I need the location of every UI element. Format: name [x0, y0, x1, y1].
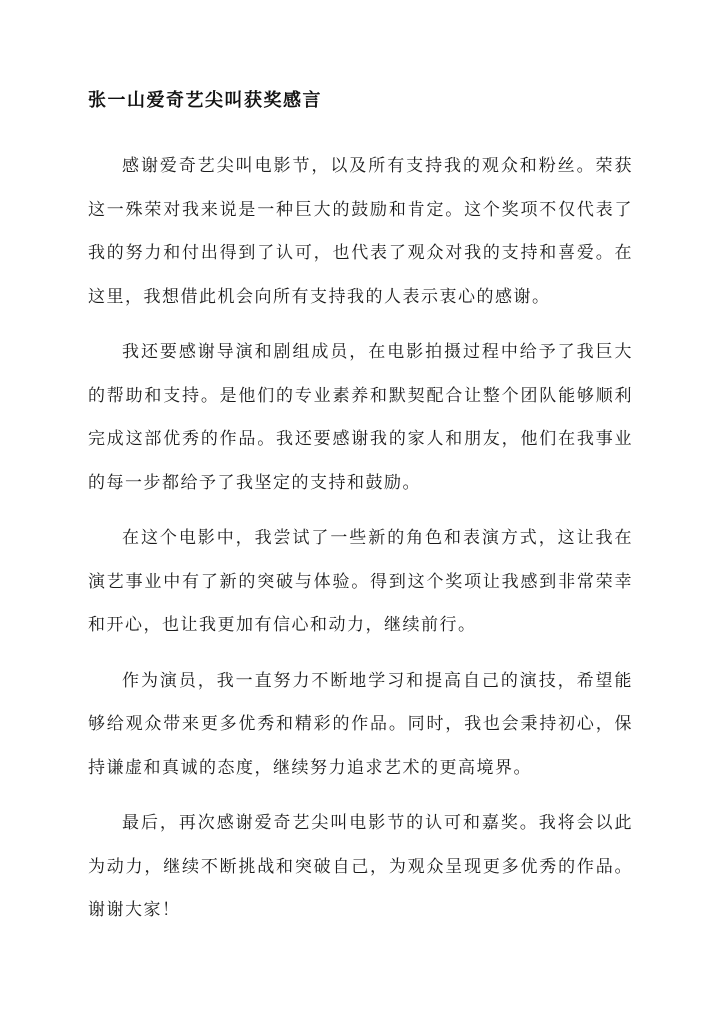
paragraph-line: 感谢爱奇艺尖叫电影节，以及所有支持我的观众和粉丝。荣获	[122, 156, 633, 175]
paragraph	[88, 330, 633, 504]
paragraph-line: 这一殊荣对我来说是一种巨大的鼓励和肯定。这个奖项不仅代表了	[88, 199, 633, 219]
paragraph-line: 完成这部优秀的作品。我还要感谢我的家人和朋友，他们在我事业	[88, 429, 633, 448]
paragraph-line: 这里，我想借此机会向所有支持我的人表示衷心的感谢。	[88, 286, 551, 306]
paragraph	[88, 516, 633, 647]
paragraph-line: 我的努力和付出得到了认可，也代表了观众对我的支持和喜爱。在	[88, 243, 633, 262]
paragraph-line: 在这个电影中，我尝试了一些新的角色和表演方式，这让我在	[122, 528, 633, 547]
paragraph	[88, 144, 633, 318]
paragraph-line: 最后，再次感谢爱奇艺尖叫电影节的认可和嘉奖。我将会以此	[122, 813, 633, 832]
paragraph-line: 持谦虚和真诚的态度，继续努力追求艺术的更高境界。	[88, 757, 532, 777]
paragraph-line: 谢谢大家！	[88, 900, 181, 919]
document-title: 张一山爱奇艺尖叫获奖感言	[88, 90, 322, 110]
paragraph-line: 演艺事业中有了新的突破与体验。得到这个奖项让我感到非常荣幸	[88, 571, 633, 591]
paragraph	[88, 801, 633, 932]
paragraph-line: 够给观众带来更多优秀和精彩的作品。同时，我也会秉持初心，保	[88, 714, 633, 733]
paragraph-line: 我还要感谢导演和剧组成员，在电影拍摄过程中给予了我巨大	[122, 342, 633, 361]
paragraph-line: 和开心，也让我更加有信心和动力，继续前行。	[88, 615, 477, 634]
paragraph-line: 的每一步都给予了我坚定的支持和鼓励。	[88, 472, 421, 492]
paragraph-line: 的帮助和支持。是他们的专业素养和默契配合让整个团队能够顺利	[88, 385, 633, 405]
paragraph-line: 作为演员，我一直努力不断地学习和提高自己的演技，希望能	[122, 670, 633, 690]
paragraph	[88, 659, 633, 790]
paragraph-line: 为动力，继续不断挑战和突破自己，为观众呈现更多优秀的作品。	[88, 856, 633, 876]
document-page	[88, 86, 633, 944]
document-body	[88, 144, 633, 932]
